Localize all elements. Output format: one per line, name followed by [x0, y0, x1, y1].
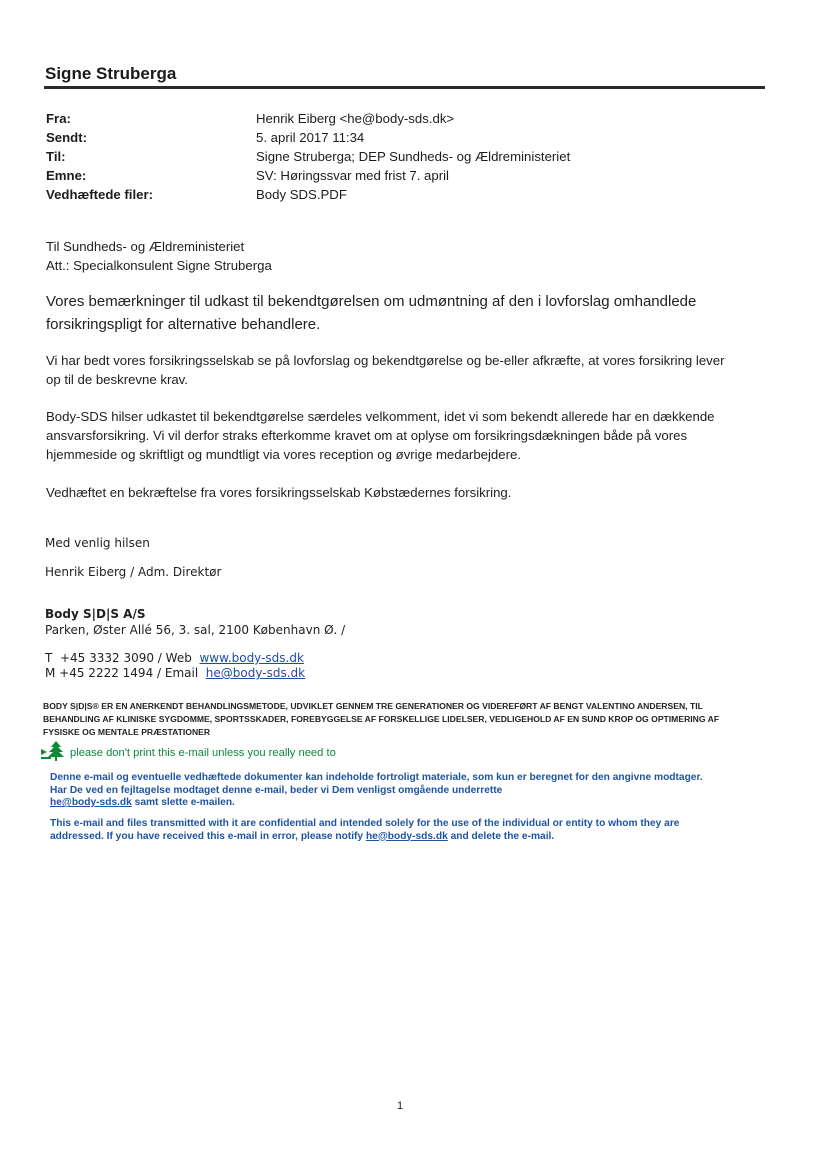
header-value-subject: SV: Høringssvar med frist 7. april — [256, 168, 449, 183]
email-link[interactable]: he@body-sds.dk — [205, 666, 306, 680]
disclaimer-en-line-2 — [50, 831, 554, 844]
header-label-from: Fra: — [46, 111, 71, 126]
title-rule — [44, 86, 765, 89]
disclaimer-en-line-1: This e-mail and files transmitted with it are confidential and intended solely for the use of the individual or entity to whom they are — [50, 818, 680, 829]
paragraph-1-line-1: Vi har bedt vores forsikringsselskab se på lovforslag og bekendtgørelse og be-eller afkræfte, at vores forsikring lever — [46, 353, 725, 368]
paragraph-1-line-2: op til de beskrevne krav. — [46, 372, 188, 387]
paragraph-2-line-1: Body-SDS hilser udkastet til bekendtgørelse særdeles velkomment, idet vi som bekendt allerede har en dækkende — [46, 409, 715, 424]
disclaimer-da-line-1: Denne e-mail og eventuelle vedhæftede dokumenter kan indeholde fortroligt materiale, som kun er beregnet for den angivne modtager. — [50, 772, 703, 783]
paragraph-2-line-2: ansvarsforsikring. Vi vil derfor straks efterkomme kravet om at oplyse om forsikringsdækningen både på vores — [46, 428, 688, 443]
phone-text: T +45 3332 3090 / Web — [45, 651, 200, 665]
company-name: Body S|D|S A/S — [45, 607, 146, 621]
disclaimer-da-email-link[interactable]: he@body-sds.dk — [50, 797, 132, 808]
company-address: Parken, Øster Allé 56, 3. sal, 2100 København Ø. / — [45, 623, 346, 637]
salutation-line-2: Att.: Specialkonsulent Signe Struberga — [46, 258, 272, 273]
disclaimer-da-line-3 — [50, 797, 235, 810]
paragraph-3: Vedhæftet en bekræftelse fra vores forsikringsselskab Købstædernes forsikring. — [46, 485, 512, 500]
company-description-line-3: FYSISKE OG MENTALE PRÆSTATIONER — [43, 727, 211, 737]
header-value-sent: 5. april 2017 11:34 — [256, 130, 365, 145]
mobile-line — [45, 665, 305, 681]
print-notice: please don't print this e-mail unless you really need to — [70, 747, 336, 759]
disclaimer-da-rest: samt slette e-mailen. — [131, 797, 235, 808]
disclaimer-en-tail: and delete the e-mail. — [447, 830, 555, 842]
disclaimer-da-line-2: Har De ved en fejltagelse modtaget denne e-mail, beder vi Dem venligst omgående underrette — [50, 784, 503, 796]
disclaimer-en-email-link[interactable]: he@body-sds.dk — [365, 830, 448, 842]
header-value-from: Henrik Eiberg <he@body-sds.dk> — [256, 111, 455, 126]
company-description-line-1: BODY S|D|S® ER EN ANERKENDT BEHANDLINGSMETODE, UDVIKLET GENNEM TRE GENERATIONER OG VIDEREFØRT AF BENGT VALENTINO ANDERSEN, TIL — [43, 701, 703, 711]
website-link[interactable]: www.body-sds.dk — [199, 651, 304, 665]
phone-line — [45, 650, 304, 666]
header-value-attachments: Body SDS.PDF — [256, 187, 347, 202]
paragraph-2-line-3: hjemmeside og skriftligt og mundtligt via vores reception og øvrige medarbejdere. — [46, 447, 521, 462]
company-description-line-2: BEHANDLING AF KLINISKE SYGDOMME, SPORTSSKADER, FOREBYGGELSE AF FORSKELLIGE LIDELSER, VEDLIGEHOLD AF EN SUND KROP OG OPTIMERING AF — [43, 714, 720, 724]
header-label-to: Til: — [46, 149, 66, 164]
signer: Henrik Eiberg / Adm. Direktør — [45, 565, 222, 579]
header-label-subject: Emne: — [46, 168, 87, 183]
header-value-to: Signe Struberga; DEP Sundheds- og Ældreministeriet — [256, 149, 571, 164]
lead-line-1: Vores bemærkninger til udkast til bekendtgørelsen om udmøntning af den i lovforslag omhandlede — [46, 293, 697, 310]
closing: Med venlig hilsen — [45, 536, 150, 550]
lead-line-2: forsikringspligt for alternative behandlere. — [46, 316, 321, 333]
disclaimer-en-text: addressed. If you have received this e-mail in error, please notify — [50, 830, 366, 842]
tree-icon — [40, 739, 68, 763]
salutation-line-1: Til Sundheds- og Ældreministeriet — [46, 239, 245, 254]
header-label-attachments: Vedhæftede filer: — [46, 187, 153, 202]
email-owner-title: Signe Struberga — [45, 64, 177, 83]
page-number: 1 — [397, 1100, 404, 1112]
mobile-text: M +45 2222 1494 / Email — [45, 666, 206, 680]
header-label-sent: Sendt: — [46, 130, 88, 145]
